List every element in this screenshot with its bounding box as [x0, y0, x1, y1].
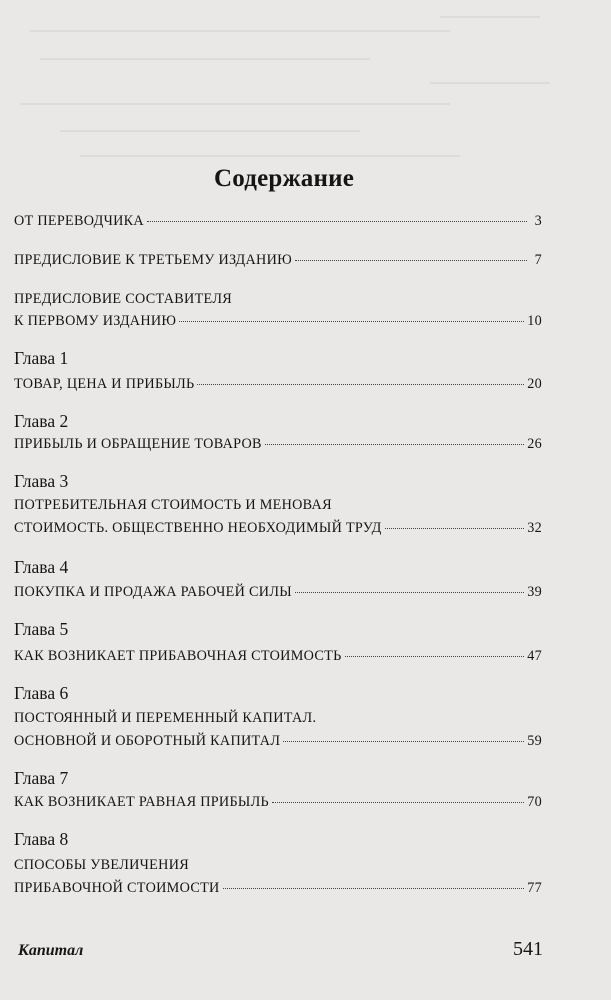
toc-entry-chapter-3	[14, 520, 542, 537]
chapter-label: Глава 3	[14, 471, 69, 491]
dot-leader	[295, 260, 527, 261]
toc-entry-chapter-5	[14, 648, 542, 665]
toc-entry-title-line1: ПОТРЕБИТЕЛЬНАЯ СТОИМОСТЬ И МЕНОВАЯ	[14, 497, 332, 513]
dot-leader	[265, 444, 524, 445]
toc-entry-preface-third	[14, 252, 542, 269]
toc-page-number: 32	[527, 520, 542, 536]
dot-leader	[223, 888, 525, 889]
toc-entry-title-line1: СПОСОБЫ УВЕЛИЧЕНИЯ	[14, 857, 189, 873]
toc-page	[14, 0, 554, 1000]
chapter-label: Глава 2	[14, 411, 69, 431]
toc-entry-chapter-1	[14, 376, 542, 393]
dot-leader	[385, 528, 525, 529]
toc-entry-title: ОТ ПЕРЕВОДЧИКА	[14, 213, 144, 229]
toc-entry-title-line1: ПРЕДИСЛОВИЕ СОСТАВИТЕЛЯ	[14, 291, 233, 307]
chapter-label: Глава 5	[14, 619, 69, 639]
toc-page-number: 47	[527, 648, 542, 664]
toc-page-number: 3	[534, 213, 542, 229]
toc-entry-chapter-4	[14, 584, 542, 601]
toc-entry-chapter-7	[14, 794, 542, 811]
toc-page-number: 10	[527, 313, 542, 329]
toc-page-number: 70	[527, 794, 542, 810]
chapter-label: Глава 4	[14, 557, 69, 577]
toc-entry-title-line1: ПОСТОЯННЫЙ И ПЕРЕМЕННЫЙ КАПИТАЛ.	[14, 710, 317, 726]
toc-page-number: 77	[527, 880, 542, 896]
toc-entry-title: КАК ВОЗНИКАЕТ РАВНАЯ ПРИБЫЛЬ	[14, 794, 269, 810]
toc-entry-chapter-2	[14, 436, 542, 453]
dot-leader	[272, 802, 524, 803]
toc-entry-translator	[14, 213, 542, 230]
toc-entry-title: ПРИБАВОЧНОЙ СТОИМОСТИ	[14, 880, 220, 896]
toc-entry-title: СТОИМОСТЬ. ОБЩЕСТВЕННО НЕОБХОДИМЫЙ ТРУД	[14, 520, 382, 536]
toc-page-number: 59	[527, 733, 542, 749]
toc-entry-preface-first	[14, 313, 542, 330]
toc-entry-title: ПРИБЫЛЬ И ОБРАЩЕНИЕ ТОВАРОВ	[14, 436, 262, 452]
dot-leader	[283, 741, 524, 742]
dot-leader	[179, 321, 524, 322]
toc-entry-title: К ПЕРВОМУ ИЗДАНИЮ	[14, 313, 177, 329]
dot-leader	[345, 656, 525, 657]
toc-page-number: 20	[527, 376, 542, 392]
dot-leader	[197, 384, 524, 385]
toc-entry-title: ПОКУПКА И ПРОДАЖА РАБОЧЕЙ СИЛЫ	[14, 584, 292, 600]
chapter-label: Глава 7	[14, 768, 69, 788]
toc-entry-chapter-8	[14, 880, 542, 897]
dot-leader	[147, 221, 527, 222]
toc-entry-title: ОСНОВНОЙ И ОБОРОТНЫЙ КАПИТАЛ	[14, 733, 281, 749]
chapter-label: Глава 1	[14, 348, 69, 368]
chapter-label: Глава 6	[14, 683, 69, 703]
toc-page-number: 26	[527, 436, 542, 452]
dot-leader	[295, 592, 524, 593]
page-title: Содержание	[213, 165, 354, 192]
toc-entry-title: ТОВАР, ЦЕНА И ПРИБЫЛЬ	[14, 376, 195, 392]
toc-page-number: 39	[527, 584, 542, 600]
folio-page-number: 541	[513, 938, 543, 960]
toc-entry-title: ПРЕДИСЛОВИЕ К ТРЕТЬЕМУ ИЗДАНИЮ	[14, 252, 293, 268]
chapter-label: Глава 8	[14, 829, 69, 849]
running-footer-title: Капитал	[18, 942, 84, 959]
toc-entry-title: КАК ВОЗНИКАЕТ ПРИБАВОЧНАЯ СТОИМОСТЬ	[14, 648, 342, 664]
toc-entry-chapter-6	[14, 733, 542, 750]
toc-page-number: 7	[534, 252, 542, 268]
